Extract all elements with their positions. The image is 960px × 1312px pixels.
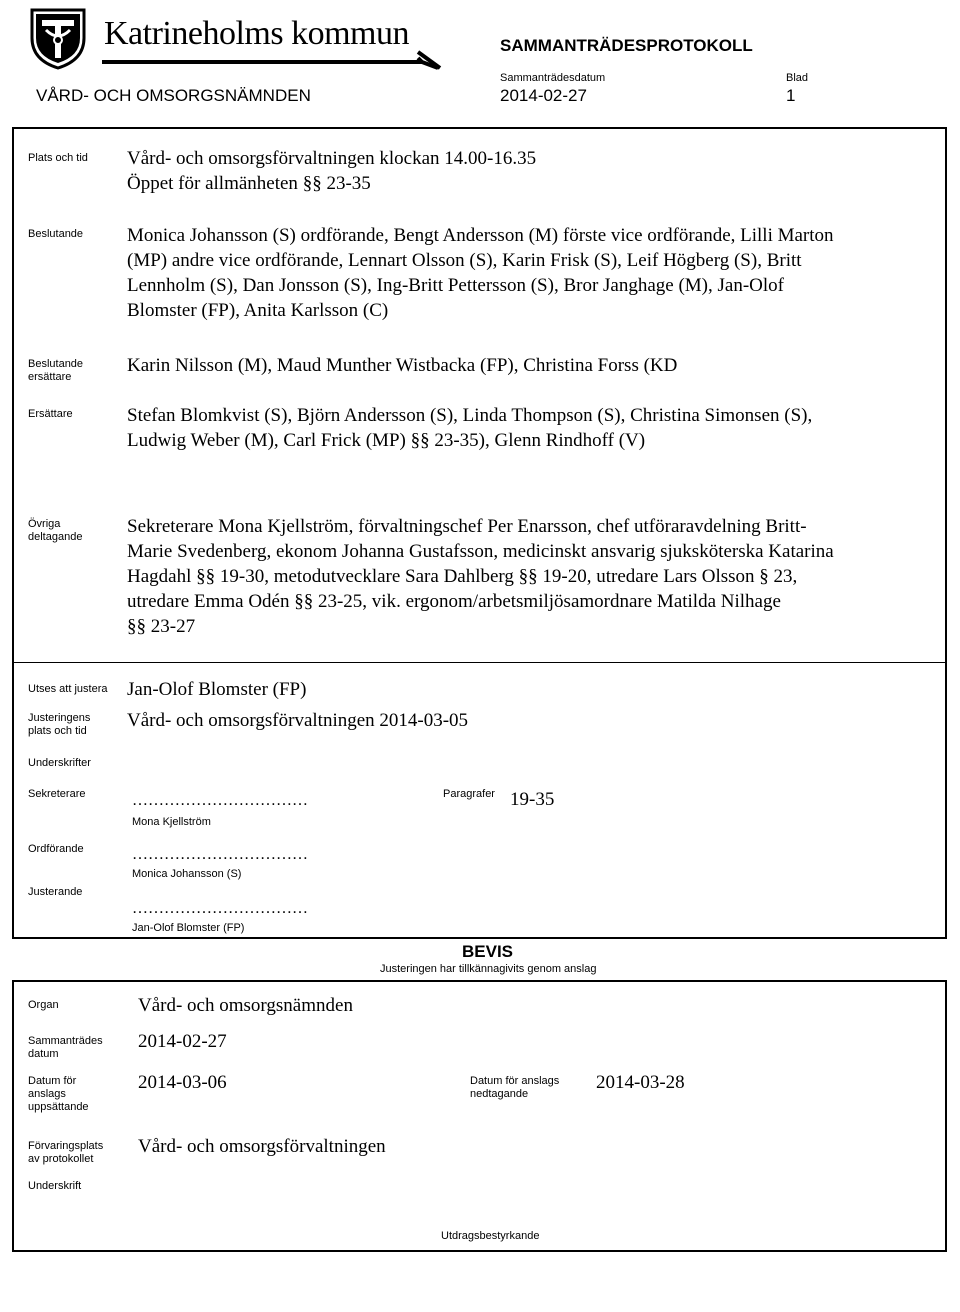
public-access-text: Öppet för allmänheten [127,173,298,194]
adjuster-signature-line: …………………………… [132,900,308,917]
section-sign: § [759,566,769,587]
substitutes-text [127,403,812,453]
certificate-meeting-date: 2014-02-27 [138,1031,227,1052]
certifier-label: Utdragsbestyrkande [441,1230,540,1242]
page-label: Blad [786,72,809,84]
municipality-name: Katrineholms kommun [104,15,409,52]
section-sign: § [303,591,314,612]
posting-date-label: Datum för anslags uppsättande [28,1075,89,1113]
deputies-label-line: ersättare [28,371,72,383]
chair-name: Monica Johansson (S) [132,868,242,880]
members-line: Lennholm (S), Dan Jonsson (S), Ing-Britt Pettersson (S), Bror Janghage (M), Jan-Olof [127,275,784,296]
others-text [127,514,834,639]
deputies-label-line: Beslutande [28,358,84,370]
section-sign: § [294,591,304,612]
board-name: VÅRD- OCH OMSORGSNÄMNDEN [36,86,311,105]
deputies-label [28,358,83,384]
doc-type: SAMMANTRÄDESPROTOKOLL [500,36,753,55]
organ-label: Organ [28,999,59,1011]
members-text [127,223,834,323]
others-label-line: deltagande [28,531,83,543]
others-line: Hagdahl §§ 19-30, metodutvecklare Sara Dahlberg §§ 19-20, utredare Lars Olsson § 23, [127,566,798,587]
adjuster-name: Jan-Olof Blomster (FP) [127,679,307,700]
posting-date: 2014-03-06 [138,1072,227,1093]
others-line: Sekreterare Mona Kjellström, förvaltningschef Per Enarsson, chef utföraravdelning Britt- [127,516,807,537]
certificate-frame [12,980,947,1252]
organ-value: Vård- och omsorgsnämnden [138,995,353,1016]
paragraphs-value: 19-35 [510,789,555,810]
page-number: 1 [786,86,796,105]
section-sign: § [136,616,146,637]
others-label-line: Övriga [28,518,61,530]
adjust-place-label: Justeringens plats och tid [28,712,91,737]
section-sign: § [205,566,216,587]
municipality-coat-of-arms-icon [28,8,88,70]
certificate-subtitle: Justeringen har tillkännagivits genom anslag [380,963,597,975]
paragraphs-label: Paragrafer [443,788,495,800]
meeting-date: 2014-02-27 [500,86,587,105]
place-label: Plats och tid [28,152,88,164]
chair-label: Ordförande [28,843,84,855]
place-line-2 [127,171,371,196]
adjuster-role-label: Justerande [28,886,83,898]
certificate-title: BEVIS [462,942,514,961]
members-label: Beslutande [28,228,84,240]
section-sign: § [302,173,313,194]
members-line: Blomster (FP), Anita Karlsson (C) [127,300,389,321]
meeting-date-label: Sammanträdes datum [28,1035,103,1060]
secretary-signature-line: …………………………… [132,792,308,809]
section-sign: § [410,430,421,451]
signatures-label: Underskrifter [28,757,91,769]
certificate-signature-label: Underskrift [28,1180,82,1192]
removal-date: 2014-03-28 [596,1072,685,1093]
members-line: (MP) andre vice ordförande, Lennart Olsson (S), Karin Frisk (S), Leif Högberg (S), Britt [127,250,802,271]
others-label [28,518,82,544]
section-sign: § [196,566,206,587]
secretary-label: Sekreterare [28,788,86,800]
secretary-name: Mona Kjellström [132,816,211,828]
adjust-place: Vård- och omsorgsförvaltningen 2014-03-05 [127,710,469,731]
divider [12,662,947,663]
logo-underline-icon [100,50,445,70]
removal-date-label: Datum för anslags nedtagande [470,1075,560,1100]
public-paragraphs: 23-35 [326,173,371,194]
deputies-text: Karin Nilsson (M), Maud Munther Wistbacka (FP), Christina Forss (KD [127,355,678,376]
adjuster-signer-name: Jan-Olof Blomster (FP) [132,922,245,934]
date-label: Sammanträdesdatum [500,72,606,84]
adjuster-label: Utses att justera [28,683,108,695]
section-sign: § [528,566,538,587]
others-line: Marie Svedenberg, ekonom Johanna Gustafsson, medicinskt ansvarig sjuksköterska Katarina [127,541,834,562]
section-sign: § [518,566,529,587]
section-sign: § [312,173,322,194]
substitutes-label: Ersättare [28,408,73,420]
members-line: Monica Johansson (S) ordförande, Bengt Andersson (M) förste vice ordförande, Lilli Marton [127,225,834,246]
substitutes-line: Ludwig Weber (M), Carl Frick (MP) §§ 23-35), Glenn Rindhoff (V) [127,430,646,451]
storage-label: Förvaringsplats av protokollet [28,1140,104,1165]
chair-signature-line: …………………………… [132,846,308,863]
section-sign: § [420,430,430,451]
others-line: utredare Emma Odén §§ 23-25, vik. ergonom/arbetsmiljösamordnare Matilda Nilhage [127,591,781,612]
section-sign: § [127,616,137,637]
substitutes-line: Stefan Blomkvist (S), Björn Andersson (S), Linda Thompson (S), Christina Simonsen (S), [127,405,813,426]
others-line: §§ 23-27 [127,616,196,637]
place-line-1: Vård- och omsorgsförvaltningen klockan 14.00-16.35 [127,148,537,169]
storage-value: Vård- och omsorgsförvaltningen [138,1136,386,1157]
